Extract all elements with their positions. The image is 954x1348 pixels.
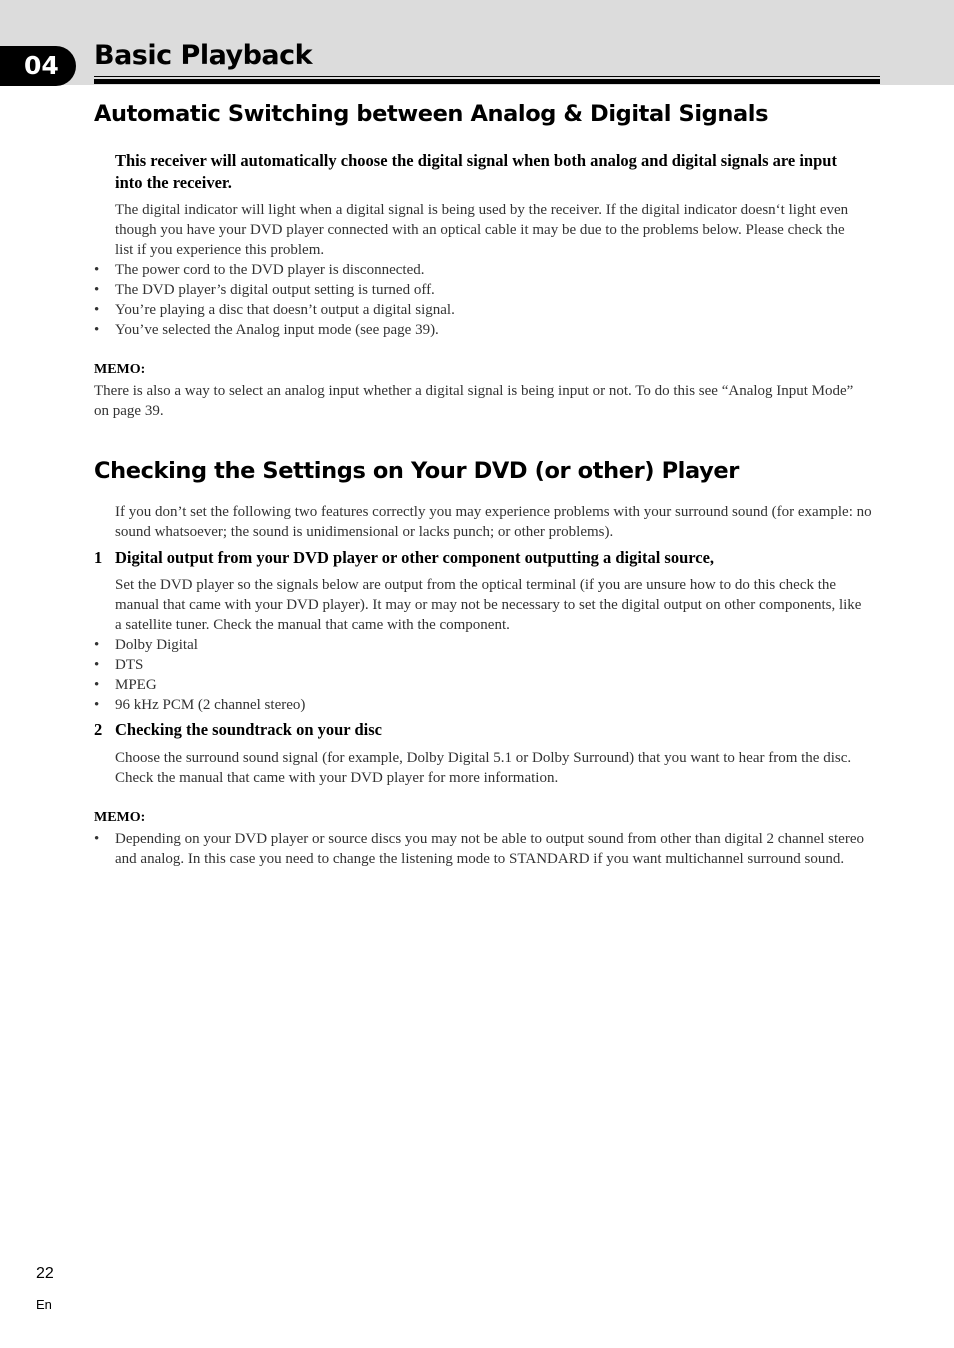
section2-memo-bullet-list: [94, 829, 869, 869]
list-item: • DTS: [94, 657, 144, 673]
section2-item1-title: 1 Digital output from your DVD player or other component outputting a digital source,: [94, 548, 715, 567]
list-item: • Depending on your DVD player or source discs you may not be able to output sound from other than digital 2 channel stereo and analog. In this case you need to change the listening mode to STANDARD if you want multichannel surround sound.: [94, 831, 864, 867]
page-number: 22: [36, 1265, 54, 1282]
list-item: • Dolby Digital: [94, 637, 198, 653]
section2-item2-title: 2 Checking the soundtrack on your disc: [94, 720, 382, 739]
list-item: • You’re playing a disc that doesn’t output a digital signal.: [94, 302, 455, 318]
section1-bullet-list: [94, 260, 874, 340]
list-item: • MPEG: [94, 677, 157, 693]
section1-lead: This receiver will automatically choose the digital signal when both analog and digital signals are input into the receiver.: [115, 151, 837, 192]
section-heading-checking-settings: Checking the Settings on Your DVD (or other) Player: [94, 458, 739, 484]
page-language: En: [36, 1297, 52, 1312]
list-item: • The DVD player’s digital output setting is turned off.: [94, 282, 435, 298]
section2-intro: If you don’t set the following two features correctly you may experience problems with your surround sound (for example: no sound whatsoever; the sound is unidimensional or lacks punch; or other problems).: [115, 504, 872, 540]
section2-memo-label: MEMO:: [94, 810, 146, 825]
section1-body: The digital indicator will light when a digital signal is being used by the receiver. If the digital indicator doesn‘t light even though you have your DVD player connected with an optical cable it may be due to the problems below. Please check the list if you experience this problem.: [115, 202, 849, 258]
chapter-number-tab: 04: [0, 46, 76, 86]
section1-memo-text: There is also a way to select an analog input whether a digital signal is being input or not. To do this see “Analog Input Mode” on page 39.: [94, 383, 854, 419]
section-heading-auto-switching: Automatic Switching between Analog & Digital Signals: [94, 101, 769, 127]
chapter-title: Basic Playback: [94, 40, 313, 71]
section2-item1-body: Set the DVD player so the signals below are output from the optical terminal (if you are unsure how to do this check the manual that came with your DVD player). It may or may not be necessary to set the digital output on other components, like a satellite tuner. Check the manual that came with the component.: [115, 577, 862, 633]
list-item: • The power cord to the DVD player is disconnected.: [94, 262, 425, 278]
header-rule-thin: [94, 76, 880, 77]
list-item: • 96 kHz PCM (2 channel stereo): [94, 697, 306, 713]
list-item: • You’ve selected the Analog input mode (see page 39).: [94, 322, 439, 338]
section2-item1-bullet-list: [94, 635, 874, 715]
header-rule-thick: [94, 79, 880, 84]
section2-item2-body: Choose the surround sound signal (for example, Dolby Digital 5.1 or Dolby Surround) that you want to hear from the disc. Check the manual that came with your DVD player for more information.: [115, 750, 852, 786]
section1-memo-label: MEMO:: [94, 362, 146, 377]
